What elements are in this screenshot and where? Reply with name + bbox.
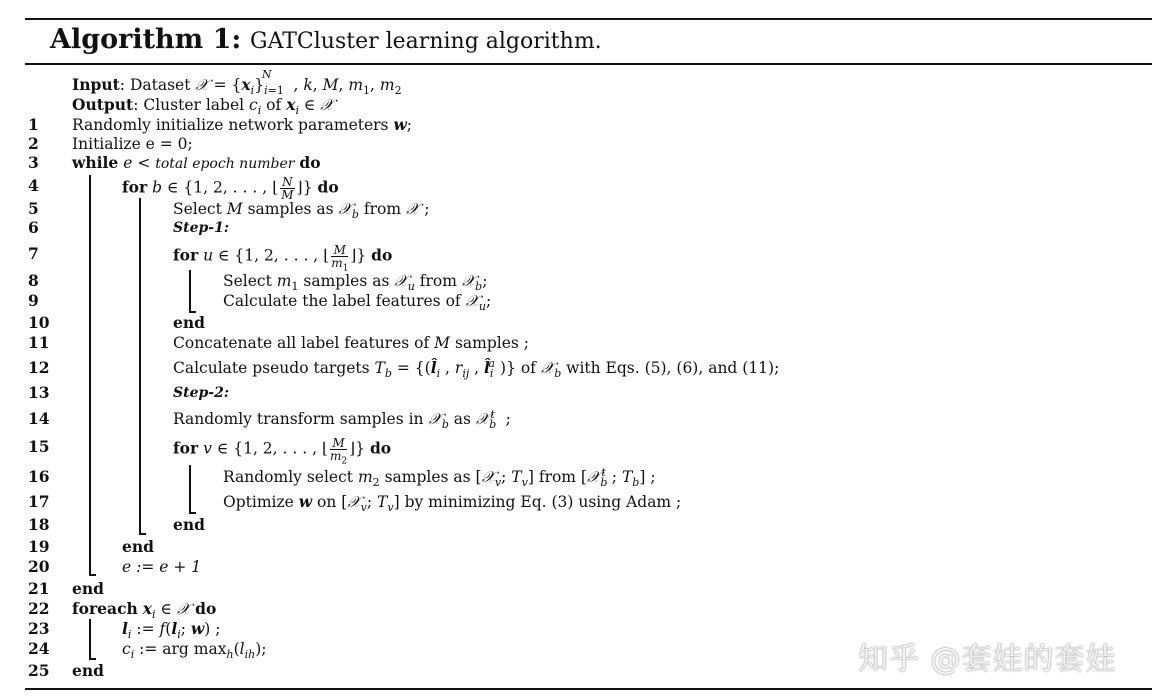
line-number: 20 [28, 557, 50, 576]
line-number: 9 [28, 291, 39, 310]
line-number: 19 [28, 537, 50, 556]
line-number: 2 [28, 134, 39, 153]
line-number: 22 [28, 599, 50, 618]
foreach-block-hook [89, 658, 96, 660]
algorithm-name: GATCluster learning algorithm. [250, 29, 602, 54]
line-number: 21 [28, 579, 50, 598]
algorithm-title [50, 20, 602, 62]
line-number: 25 [28, 661, 50, 680]
line-number: 11 [28, 333, 50, 352]
line-number: 16 [28, 467, 50, 486]
line-number: 24 [28, 639, 50, 658]
bottom-rule [25, 688, 1152, 690]
line-number: 5 [28, 199, 39, 218]
while-block-bar [89, 175, 91, 575]
for-b-block-hook [139, 533, 146, 535]
line-number: 12 [28, 358, 50, 377]
for-v-block-bar [189, 465, 191, 513]
line-number: 13 [28, 383, 50, 402]
input-label: Input [72, 75, 120, 94]
line-number: 15 [28, 437, 50, 456]
for-b-block-bar [139, 198, 141, 534]
output-label: Output [72, 95, 134, 114]
line-number: 7 [28, 244, 39, 263]
line-number: 8 [28, 271, 39, 290]
line-number: 3 [28, 153, 39, 172]
watermark: 知乎 @套娃的套娃 [858, 642, 1117, 677]
line-number: 1 [28, 115, 39, 134]
line-number: 4 [28, 176, 39, 195]
line-number: 14 [28, 409, 50, 428]
line-number: 17 [28, 492, 50, 511]
line-number: 6 [28, 218, 39, 237]
algorithm-label: Algorithm 1: [50, 24, 242, 55]
line-number: 18 [28, 515, 50, 534]
for-v-block-hook [189, 512, 196, 514]
for-u-block-bar [189, 270, 191, 312]
for-u-block-hook [189, 311, 196, 313]
while-block-hook [89, 574, 96, 576]
line-number: 23 [28, 619, 50, 638]
title-rule [25, 63, 1152, 65]
line-number: 10 [28, 313, 50, 332]
foreach-block-bar [89, 619, 91, 659]
